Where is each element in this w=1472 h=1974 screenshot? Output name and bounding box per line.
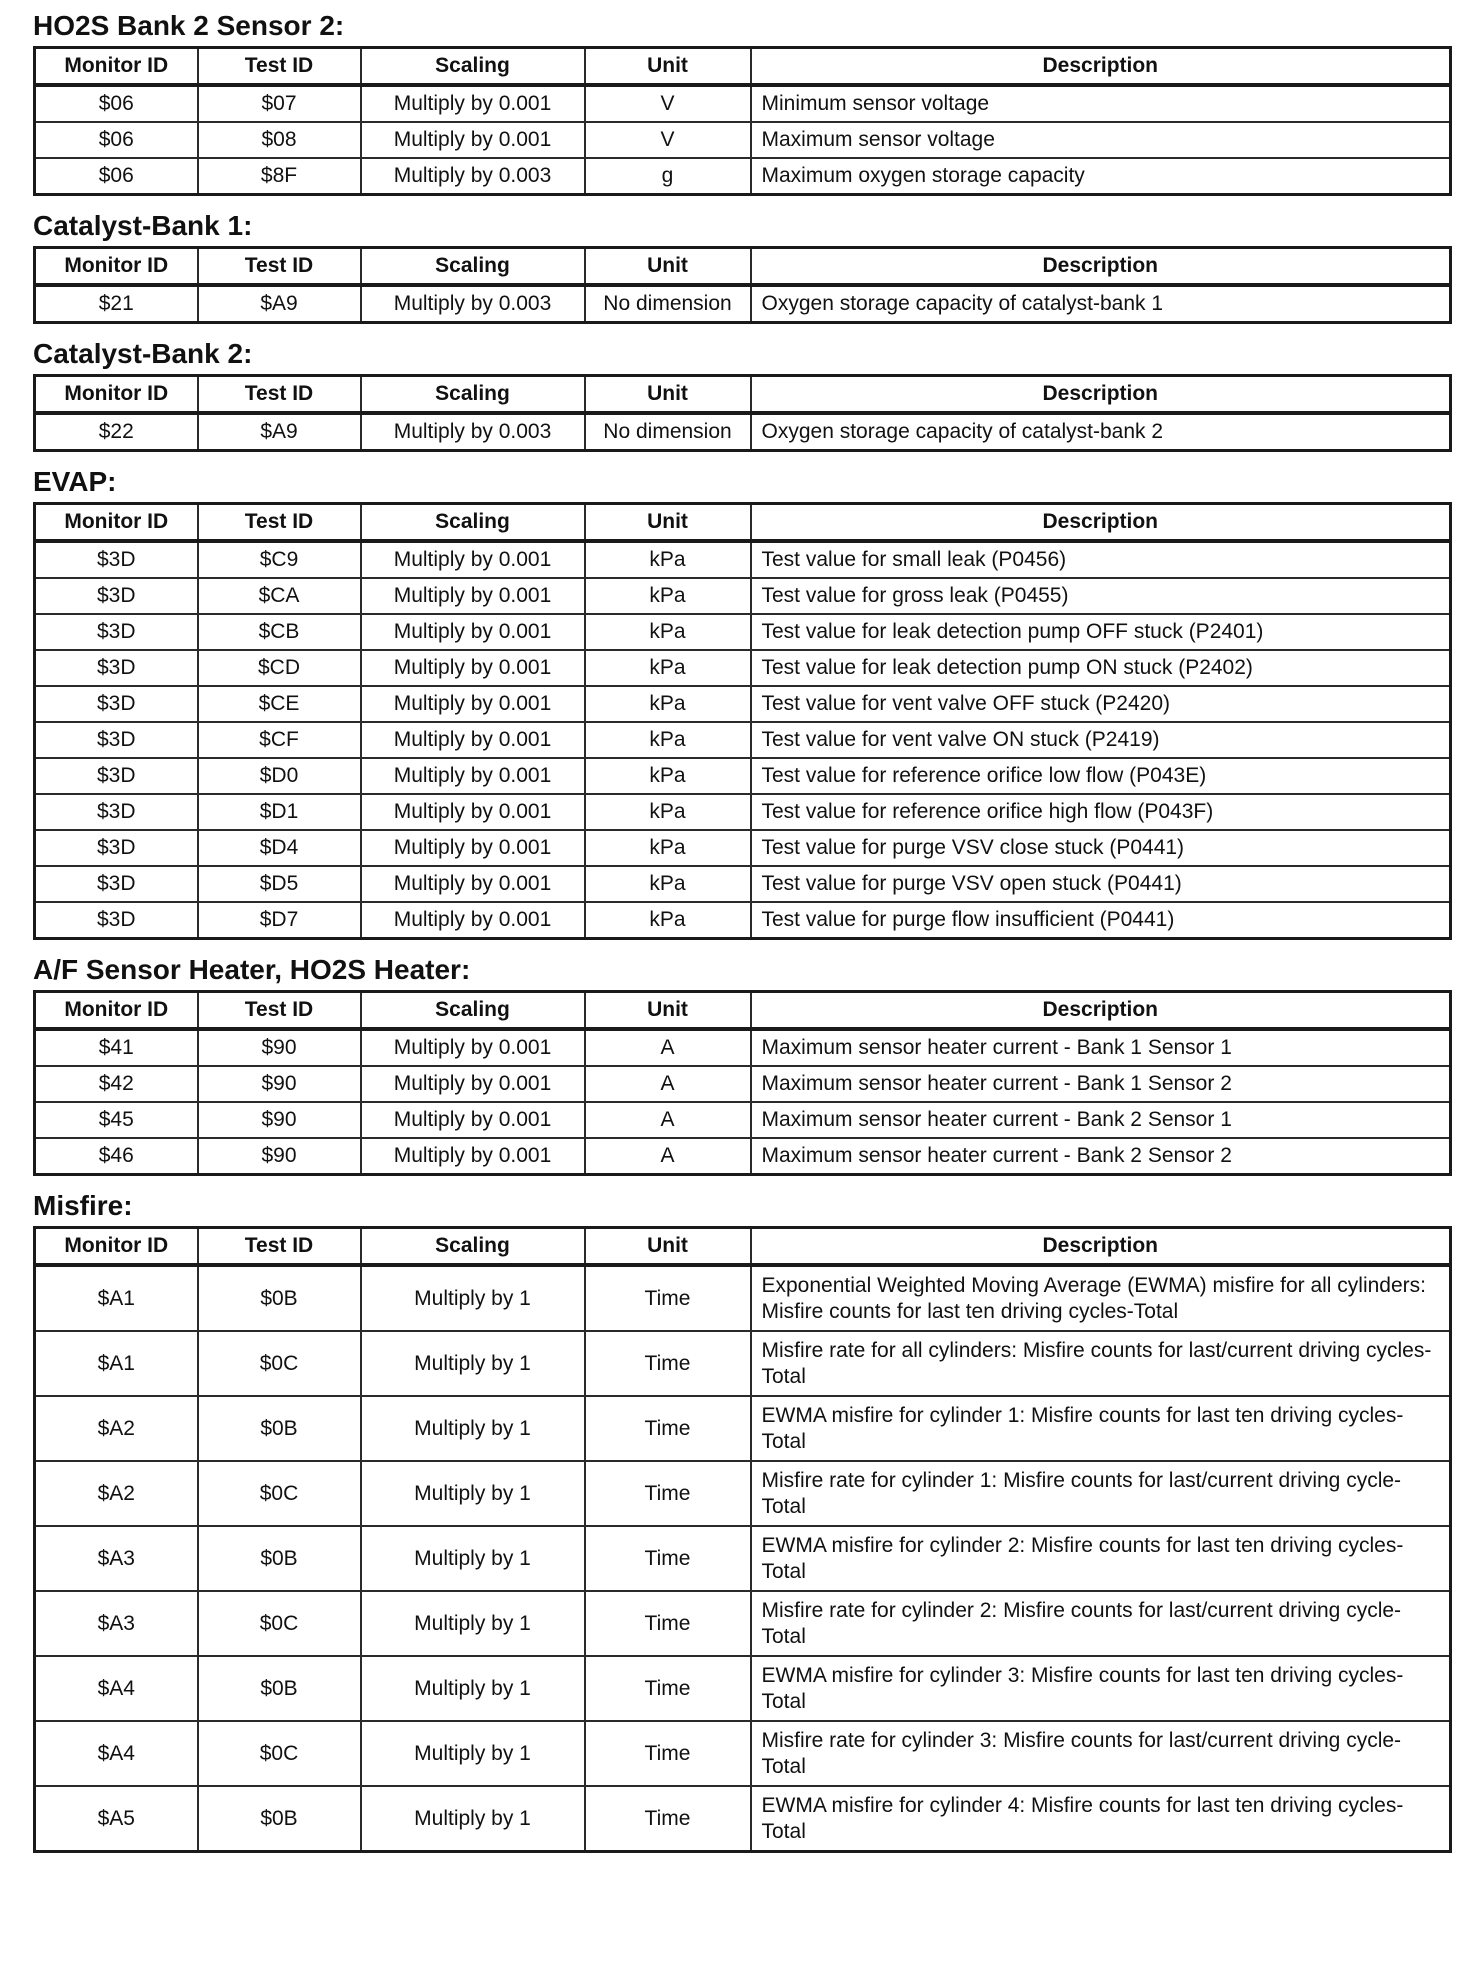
cell-description: Maximum sensor heater current - Bank 2 Sensor 1	[751, 1102, 1451, 1138]
cell-monitor-id: $06	[35, 85, 198, 122]
cell-scaling: Multiply by 0.001	[361, 722, 585, 758]
column-header-scaling: Scaling	[361, 376, 585, 414]
cell-test-id: $A9	[198, 413, 361, 451]
cell-scaling: Multiply by 0.003	[361, 413, 585, 451]
column-header-scaling: Scaling	[361, 248, 585, 286]
cell-unit: A	[585, 1029, 751, 1066]
data-table	[33, 374, 1452, 452]
cell-test-id: $07	[198, 85, 361, 122]
cell-scaling: Multiply by 1	[361, 1265, 585, 1331]
cell-description: Oxygen storage capacity of catalyst-bank 2	[751, 413, 1451, 451]
cell-description: Test value for leak detection pump OFF stuck (P2401)	[751, 614, 1451, 650]
cell-test-id: $90	[198, 1066, 361, 1102]
cell-scaling: Multiply by 1	[361, 1786, 585, 1852]
cell-description: Test value for reference orifice high flow (P043F)	[751, 794, 1451, 830]
cell-test-id: $8F	[198, 158, 361, 195]
column-header-description: Description	[751, 376, 1451, 414]
column-header-description: Description	[751, 248, 1451, 286]
cell-unit: kPa	[585, 866, 751, 902]
column-header-description: Description	[751, 992, 1451, 1030]
table-row	[35, 722, 1451, 758]
column-header-test-id: Test ID	[198, 248, 361, 286]
cell-test-id: $A9	[198, 285, 361, 323]
cell-scaling: Multiply by 1	[361, 1656, 585, 1721]
column-header-scaling: Scaling	[361, 992, 585, 1030]
cell-monitor-id: $3D	[35, 578, 198, 614]
cell-description: Test value for gross leak (P0455)	[751, 578, 1451, 614]
table-row	[35, 1102, 1451, 1138]
cell-unit: kPa	[585, 541, 751, 578]
section-title: Catalyst-Bank 1:	[33, 210, 253, 241]
cell-test-id: $CD	[198, 650, 361, 686]
cell-monitor-id: $A1	[35, 1331, 198, 1396]
cell-description: Exponential Weighted Moving Average (EWMA) misfire for all cylinders: Misfire counts for last ten driving cycles-Total	[751, 1265, 1451, 1331]
cell-scaling: Multiply by 0.001	[361, 686, 585, 722]
cell-unit: g	[585, 158, 751, 195]
column-header-unit: Unit	[585, 248, 751, 286]
cell-monitor-id: $06	[35, 158, 198, 195]
column-header-test-id: Test ID	[198, 376, 361, 414]
cell-description: Misfire rate for cylinder 3: Misfire counts for last/current driving cycle-Total	[751, 1721, 1451, 1786]
column-header-unit: Unit	[585, 504, 751, 542]
cell-unit: Time	[585, 1656, 751, 1721]
cell-test-id: $90	[198, 1102, 361, 1138]
cell-monitor-id: $3D	[35, 650, 198, 686]
cell-unit: kPa	[585, 794, 751, 830]
cell-test-id: $CE	[198, 686, 361, 722]
cell-unit: kPa	[585, 758, 751, 794]
cell-monitor-id: $22	[35, 413, 198, 451]
cell-scaling: Multiply by 0.001	[361, 902, 585, 939]
section	[33, 8, 1452, 196]
table-row	[35, 541, 1451, 578]
cell-monitor-id: $06	[35, 122, 198, 158]
cell-unit: kPa	[585, 830, 751, 866]
table-row	[35, 650, 1451, 686]
cell-description: EWMA misfire for cylinder 3: Misfire counts for last ten driving cycles-Total	[751, 1656, 1451, 1721]
section	[33, 952, 1452, 1176]
section-title: Misfire:	[33, 1190, 133, 1221]
table-row	[35, 1265, 1451, 1331]
cell-test-id: $D4	[198, 830, 361, 866]
cell-description: Maximum sensor heater current - Bank 2 Sensor 2	[751, 1138, 1451, 1175]
cell-monitor-id: $41	[35, 1029, 198, 1066]
cell-description: Maximum sensor heater current - Bank 1 Sensor 2	[751, 1066, 1451, 1102]
table-row	[35, 1029, 1451, 1066]
cell-unit: A	[585, 1138, 751, 1175]
cell-monitor-id: $A3	[35, 1591, 198, 1656]
section-title: A/F Sensor Heater, HO2S Heater:	[33, 954, 471, 985]
cell-monitor-id: $A1	[35, 1265, 198, 1331]
cell-description: Test value for reference orifice low flow (P043E)	[751, 758, 1451, 794]
cell-monitor-id: $3D	[35, 830, 198, 866]
table-row	[35, 758, 1451, 794]
cell-scaling: Multiply by 0.001	[361, 578, 585, 614]
cell-description: Test value for purge VSV open stuck (P0441)	[751, 866, 1451, 902]
column-header-monitor-id: Monitor ID	[35, 992, 198, 1030]
table-row	[35, 686, 1451, 722]
table-row	[35, 285, 1451, 323]
cell-scaling: Multiply by 1	[361, 1461, 585, 1526]
cell-unit: A	[585, 1066, 751, 1102]
cell-test-id: $D7	[198, 902, 361, 939]
cell-description: Maximum sensor heater current - Bank 1 Sensor 1	[751, 1029, 1451, 1066]
cell-scaling: Multiply by 0.001	[361, 614, 585, 650]
cell-scaling: Multiply by 0.001	[361, 650, 585, 686]
cell-description: Test value for purge flow insufficient (P0441)	[751, 902, 1451, 939]
document-page	[33, 8, 1452, 1865]
table-row	[35, 578, 1451, 614]
column-header-monitor-id: Monitor ID	[35, 504, 198, 542]
cell-scaling: Multiply by 0.001	[361, 830, 585, 866]
cell-monitor-id: $A2	[35, 1396, 198, 1461]
column-header-unit: Unit	[585, 48, 751, 86]
cell-test-id: $CA	[198, 578, 361, 614]
cell-monitor-id: $45	[35, 1102, 198, 1138]
table-row	[35, 413, 1451, 451]
cell-unit: Time	[585, 1721, 751, 1786]
cell-test-id: $CF	[198, 722, 361, 758]
cell-description: Minimum sensor voltage	[751, 85, 1451, 122]
cell-scaling: Multiply by 0.001	[361, 866, 585, 902]
cell-test-id: $0C	[198, 1721, 361, 1786]
cell-unit: No dimension	[585, 413, 751, 451]
cell-unit: Time	[585, 1265, 751, 1331]
column-header-description: Description	[751, 504, 1451, 542]
table-row	[35, 1461, 1451, 1526]
cell-test-id: $0B	[198, 1786, 361, 1852]
cell-monitor-id: $42	[35, 1066, 198, 1102]
column-header-test-id: Test ID	[198, 48, 361, 86]
cell-monitor-id: $A3	[35, 1526, 198, 1591]
column-header-test-id: Test ID	[198, 504, 361, 542]
section	[33, 1188, 1452, 1853]
cell-monitor-id: $21	[35, 285, 198, 323]
column-header-scaling: Scaling	[361, 48, 585, 86]
cell-test-id: $0B	[198, 1396, 361, 1461]
cell-description: Test value for leak detection pump ON stuck (P2402)	[751, 650, 1451, 686]
table-header-row	[35, 504, 1451, 542]
cell-description: Maximum sensor voltage	[751, 122, 1451, 158]
cell-scaling: Multiply by 1	[361, 1331, 585, 1396]
cell-description: Misfire rate for cylinder 2: Misfire counts for last/current driving cycle-Total	[751, 1591, 1451, 1656]
cell-scaling: Multiply by 1	[361, 1526, 585, 1591]
data-table	[33, 246, 1452, 324]
cell-description: EWMA misfire for cylinder 2: Misfire counts for last ten driving cycles-Total	[751, 1526, 1451, 1591]
cell-scaling: Multiply by 0.001	[361, 85, 585, 122]
cell-monitor-id: $3D	[35, 866, 198, 902]
cell-description: Test value for vent valve ON stuck (P2419)	[751, 722, 1451, 758]
table-row	[35, 866, 1451, 902]
cell-unit: V	[585, 122, 751, 158]
table-row	[35, 1786, 1451, 1852]
table-row	[35, 1331, 1451, 1396]
cell-monitor-id: $3D	[35, 902, 198, 939]
cell-unit: kPa	[585, 686, 751, 722]
cell-unit: Time	[585, 1526, 751, 1591]
cell-monitor-id: $A4	[35, 1721, 198, 1786]
cell-description: EWMA misfire for cylinder 4: Misfire counts for last ten driving cycles-Total	[751, 1786, 1451, 1852]
section-title: EVAP:	[33, 466, 117, 497]
cell-test-id: $0B	[198, 1265, 361, 1331]
cell-unit: kPa	[585, 578, 751, 614]
cell-scaling: Multiply by 0.003	[361, 285, 585, 323]
cell-scaling: Multiply by 1	[361, 1591, 585, 1656]
table-header-row	[35, 1228, 1451, 1266]
cell-test-id: $90	[198, 1029, 361, 1066]
table-header-row	[35, 48, 1451, 86]
table-row	[35, 1591, 1451, 1656]
cell-description: Test value for vent valve OFF stuck (P2420)	[751, 686, 1451, 722]
cell-test-id: $0C	[198, 1331, 361, 1396]
cell-monitor-id: $3D	[35, 758, 198, 794]
table-header-row	[35, 992, 1451, 1030]
cell-description: Misfire rate for cylinder 1: Misfire counts for last/current driving cycle-Total	[751, 1461, 1451, 1526]
cell-unit: No dimension	[585, 285, 751, 323]
cell-monitor-id: $3D	[35, 541, 198, 578]
column-header-monitor-id: Monitor ID	[35, 248, 198, 286]
cell-unit: Time	[585, 1591, 751, 1656]
section	[33, 464, 1452, 940]
cell-test-id: $C9	[198, 541, 361, 578]
data-table	[33, 990, 1452, 1176]
cell-unit: Time	[585, 1396, 751, 1461]
cell-scaling: Multiply by 0.001	[361, 794, 585, 830]
cell-unit: kPa	[585, 614, 751, 650]
cell-scaling: Multiply by 0.001	[361, 122, 585, 158]
cell-test-id: $0B	[198, 1656, 361, 1721]
cell-unit: kPa	[585, 650, 751, 686]
cell-scaling: Multiply by 1	[361, 1396, 585, 1461]
column-header-unit: Unit	[585, 376, 751, 414]
table-row	[35, 1656, 1451, 1721]
section	[33, 208, 1452, 324]
cell-scaling: Multiply by 0.001	[361, 1102, 585, 1138]
column-header-test-id: Test ID	[198, 1228, 361, 1266]
table-row	[35, 830, 1451, 866]
cell-unit: Time	[585, 1786, 751, 1852]
cell-scaling: Multiply by 0.001	[361, 541, 585, 578]
column-header-scaling: Scaling	[361, 504, 585, 542]
column-header-monitor-id: Monitor ID	[35, 48, 198, 86]
cell-test-id: $D0	[198, 758, 361, 794]
cell-monitor-id: $46	[35, 1138, 198, 1175]
cell-scaling: Multiply by 0.001	[361, 758, 585, 794]
section-title: Catalyst-Bank 2:	[33, 338, 253, 369]
cell-test-id: $0B	[198, 1526, 361, 1591]
section-title: HO2S Bank 2 Sensor 2:	[33, 10, 345, 41]
cell-test-id: $0C	[198, 1591, 361, 1656]
cell-test-id: $0C	[198, 1461, 361, 1526]
cell-scaling: Multiply by 0.001	[361, 1029, 585, 1066]
cell-test-id: $90	[198, 1138, 361, 1175]
cell-unit: V	[585, 85, 751, 122]
cell-description: Misfire rate for all cylinders: Misfire counts for last/current driving cycles-Total	[751, 1331, 1451, 1396]
cell-unit: A	[585, 1102, 751, 1138]
table-row	[35, 158, 1451, 195]
cell-monitor-id: $A5	[35, 1786, 198, 1852]
column-header-scaling: Scaling	[361, 1228, 585, 1266]
cell-scaling: Multiply by 0.001	[361, 1066, 585, 1102]
cell-monitor-id: $3D	[35, 722, 198, 758]
cell-monitor-id: $3D	[35, 794, 198, 830]
column-header-unit: Unit	[585, 992, 751, 1030]
table-row	[35, 614, 1451, 650]
cell-test-id: $D5	[198, 866, 361, 902]
table-header-row	[35, 248, 1451, 286]
cell-monitor-id: $3D	[35, 614, 198, 650]
cell-unit: kPa	[585, 902, 751, 939]
cell-description: Oxygen storage capacity of catalyst-bank 1	[751, 285, 1451, 323]
column-header-monitor-id: Monitor ID	[35, 1228, 198, 1266]
cell-unit: kPa	[585, 722, 751, 758]
column-header-description: Description	[751, 48, 1451, 86]
cell-description: Test value for small leak (P0456)	[751, 541, 1451, 578]
cell-monitor-id: $A4	[35, 1656, 198, 1721]
table-row	[35, 85, 1451, 122]
column-header-unit: Unit	[585, 1228, 751, 1266]
column-header-test-id: Test ID	[198, 992, 361, 1030]
table-row	[35, 1138, 1451, 1175]
table-row	[35, 122, 1451, 158]
data-table	[33, 1226, 1452, 1853]
section	[33, 336, 1452, 452]
cell-monitor-id: $3D	[35, 686, 198, 722]
cell-test-id: $08	[198, 122, 361, 158]
cell-unit: Time	[585, 1461, 751, 1526]
table-row	[35, 794, 1451, 830]
table-row	[35, 1396, 1451, 1461]
data-table	[33, 46, 1452, 196]
table-row	[35, 1526, 1451, 1591]
cell-scaling: Multiply by 0.003	[361, 158, 585, 195]
table-header-row	[35, 376, 1451, 414]
column-header-monitor-id: Monitor ID	[35, 376, 198, 414]
table-row	[35, 1721, 1451, 1786]
cell-monitor-id: $A2	[35, 1461, 198, 1526]
cell-description: Maximum oxygen storage capacity	[751, 158, 1451, 195]
cell-unit: Time	[585, 1331, 751, 1396]
cell-test-id: $CB	[198, 614, 361, 650]
cell-description: Test value for purge VSV close stuck (P0441)	[751, 830, 1451, 866]
column-header-description: Description	[751, 1228, 1451, 1266]
cell-scaling: Multiply by 0.001	[361, 1138, 585, 1175]
cell-description: EWMA misfire for cylinder 1: Misfire counts for last ten driving cycles-Total	[751, 1396, 1451, 1461]
cell-test-id: $D1	[198, 794, 361, 830]
table-row	[35, 902, 1451, 939]
cell-scaling: Multiply by 1	[361, 1721, 585, 1786]
data-table	[33, 502, 1452, 940]
table-row	[35, 1066, 1451, 1102]
